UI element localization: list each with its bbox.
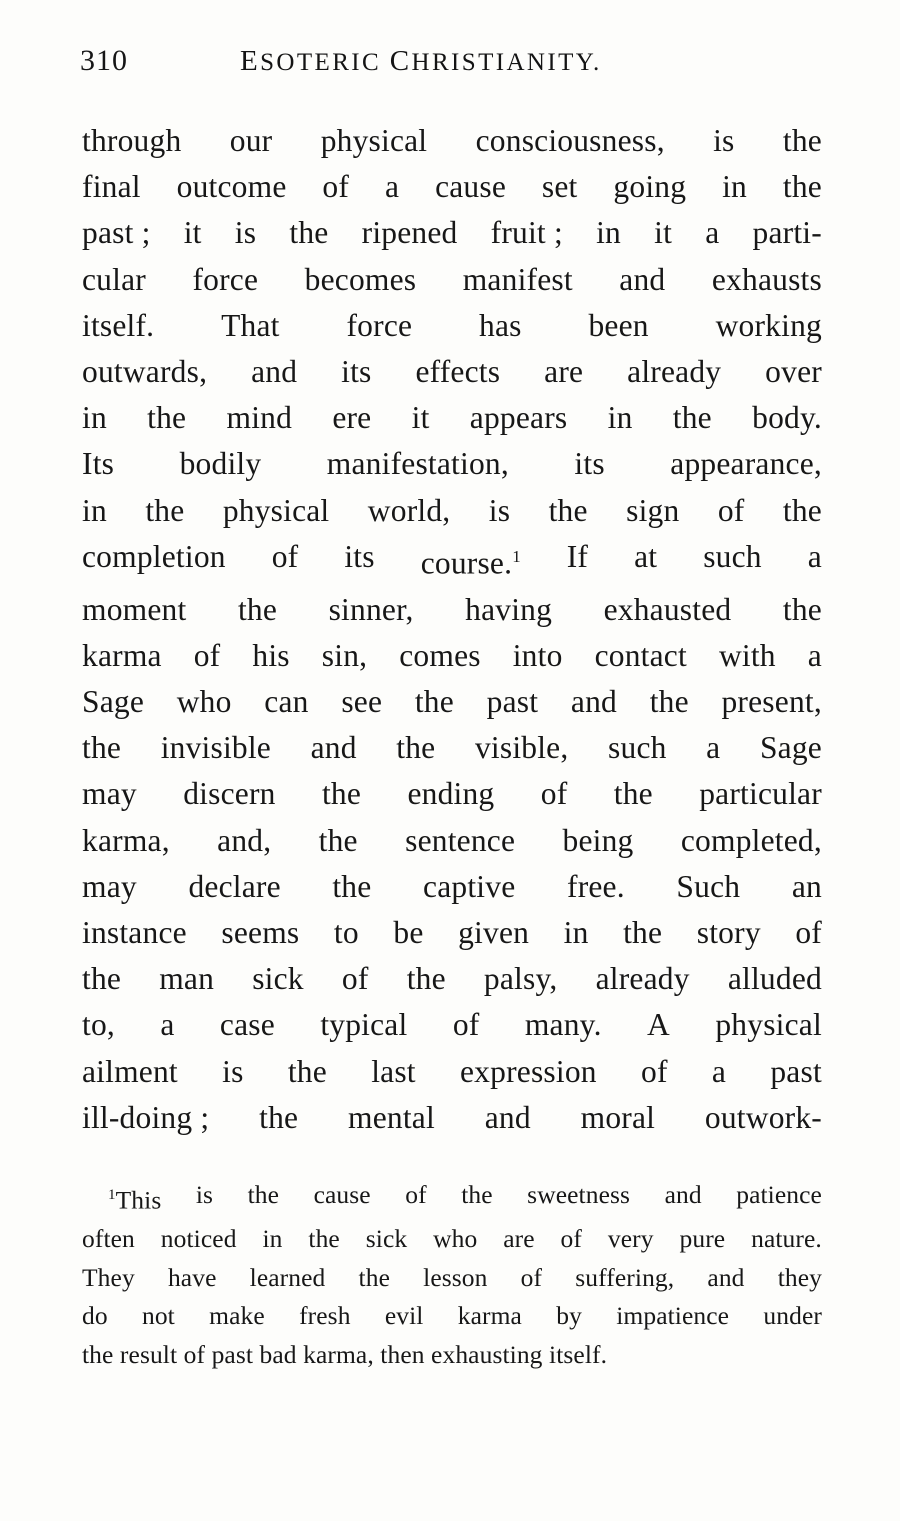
word: noticed xyxy=(160,1224,237,1254)
word: Its xyxy=(82,446,115,482)
body-line xyxy=(82,910,822,956)
word: world, xyxy=(367,492,451,528)
footnote-block xyxy=(82,1176,822,1374)
word: karma xyxy=(457,1301,522,1331)
word: patience xyxy=(736,1180,822,1209)
word: is xyxy=(713,123,735,158)
body-line xyxy=(82,257,822,303)
word: evil xyxy=(384,1301,424,1331)
word: and xyxy=(251,354,298,390)
word: under xyxy=(763,1301,822,1331)
word: ending xyxy=(407,776,495,812)
word: manifestation, xyxy=(326,446,509,482)
word: over xyxy=(765,354,822,390)
word: declare xyxy=(188,868,281,904)
word: ill-doing ; xyxy=(82,1099,210,1135)
word: the xyxy=(321,776,362,812)
word: sign xyxy=(626,492,680,528)
word: a xyxy=(705,215,720,251)
word: working xyxy=(715,307,822,343)
word: seems xyxy=(221,914,300,950)
word: sinner, xyxy=(328,591,414,627)
word: of xyxy=(322,169,350,205)
word: and xyxy=(707,1262,745,1292)
running-title-word1-cap: E xyxy=(240,45,261,77)
word: a xyxy=(711,1053,727,1089)
word: cause xyxy=(313,1180,371,1209)
body-line xyxy=(82,818,822,864)
body-line xyxy=(82,488,822,534)
word: fresh xyxy=(299,1301,351,1331)
footnote-line xyxy=(82,1220,822,1259)
body-line xyxy=(82,956,822,1002)
word: to, xyxy=(82,1007,115,1043)
word: a xyxy=(160,1007,175,1043)
word: the xyxy=(623,914,663,950)
word: Sage xyxy=(82,683,145,719)
word: exhausts xyxy=(711,261,822,297)
word: in xyxy=(82,400,107,436)
word: cular xyxy=(82,261,146,297)
word: have xyxy=(167,1262,217,1292)
word: the xyxy=(308,1224,340,1254)
word: physical xyxy=(320,123,428,158)
word: Such xyxy=(676,868,741,904)
word: appears xyxy=(469,400,568,436)
body-line xyxy=(82,1002,822,1048)
word: karma xyxy=(82,637,162,673)
word: past xyxy=(770,1053,822,1089)
footnote-line xyxy=(82,1297,822,1336)
word: bodily xyxy=(179,446,262,482)
word: parti- xyxy=(752,215,822,251)
word: in xyxy=(563,914,589,950)
word: If xyxy=(566,538,589,574)
word: completed, xyxy=(680,822,822,858)
word: the xyxy=(406,961,446,997)
word: it xyxy=(654,215,673,251)
word: make xyxy=(209,1301,265,1331)
word: the xyxy=(289,215,329,251)
word: are xyxy=(544,354,584,390)
word: the xyxy=(396,730,436,766)
word: and xyxy=(619,261,666,297)
word: sick xyxy=(252,961,304,997)
word: completion xyxy=(82,538,226,574)
word: consciousness, xyxy=(475,123,665,158)
word: ere xyxy=(332,400,372,436)
word: ailment xyxy=(82,1053,178,1089)
word: its xyxy=(341,354,372,390)
word: already xyxy=(627,354,722,390)
word: present, xyxy=(721,683,822,719)
word: the xyxy=(548,492,588,528)
word: mind xyxy=(226,400,293,436)
word: be xyxy=(393,914,424,950)
word: do xyxy=(82,1301,108,1331)
word: the xyxy=(358,1262,390,1292)
word: discern xyxy=(183,776,276,812)
word: such xyxy=(608,730,667,766)
word: its xyxy=(344,538,375,574)
word: the xyxy=(613,776,653,812)
word: often xyxy=(82,1224,135,1254)
body-line xyxy=(82,303,822,349)
word: man xyxy=(159,961,215,997)
word: who xyxy=(176,683,232,719)
word: its xyxy=(574,446,605,482)
word: in xyxy=(722,169,747,205)
word: is xyxy=(234,215,257,251)
word: case xyxy=(219,1007,275,1043)
word: the xyxy=(237,591,278,627)
word: the xyxy=(782,123,822,158)
word: captive xyxy=(423,868,516,904)
word: learned xyxy=(249,1262,326,1292)
word: it xyxy=(183,215,202,251)
word: and xyxy=(484,1099,531,1135)
word: in xyxy=(262,1224,283,1254)
word: set xyxy=(541,169,578,205)
word: particular xyxy=(699,776,822,812)
body-line xyxy=(82,679,822,725)
word: in xyxy=(596,215,621,251)
word: the xyxy=(259,1099,299,1135)
body-line xyxy=(82,725,822,771)
word: force xyxy=(346,307,413,343)
word: may xyxy=(82,776,137,812)
word: it xyxy=(411,400,430,436)
word: sick xyxy=(365,1224,408,1254)
word: of xyxy=(452,1007,480,1043)
word: the xyxy=(332,868,372,904)
word: at xyxy=(634,538,658,574)
body-line xyxy=(82,349,822,395)
word: and xyxy=(570,683,617,719)
word: of xyxy=(405,1180,427,1209)
body-line xyxy=(82,864,822,910)
word: such xyxy=(703,538,762,574)
body-line xyxy=(82,1049,822,1095)
word: alluded xyxy=(727,961,822,997)
word: effects xyxy=(415,354,501,390)
word: final xyxy=(82,169,141,205)
word: a xyxy=(807,538,822,574)
word: pure xyxy=(679,1224,726,1254)
body-line xyxy=(82,534,822,587)
word: force xyxy=(192,261,259,297)
word: the xyxy=(782,492,822,528)
running-title-word1-rest: SOTERIC xyxy=(260,49,382,76)
word: of xyxy=(520,1262,543,1292)
word: instance xyxy=(82,914,187,950)
word: sweetness xyxy=(527,1180,631,1209)
body-line xyxy=(82,771,822,817)
word: manifest xyxy=(462,261,573,297)
word: of xyxy=(717,492,745,528)
word: course.$^1$ xyxy=(420,545,521,581)
word: expression xyxy=(460,1053,597,1089)
body-line xyxy=(82,633,822,679)
word: cause xyxy=(435,169,507,205)
word: nature. xyxy=(751,1224,822,1254)
word: of xyxy=(271,538,299,574)
word: not xyxy=(141,1301,175,1331)
word: of xyxy=(193,637,221,673)
word: Sage xyxy=(759,730,822,766)
word: having xyxy=(465,591,553,627)
word: moral xyxy=(580,1099,656,1135)
word: may xyxy=(82,868,137,904)
word: been xyxy=(588,307,649,343)
word: physical xyxy=(222,492,330,528)
word: they xyxy=(777,1262,822,1292)
word: the xyxy=(782,169,822,205)
word: free. xyxy=(567,868,625,904)
footnote-line xyxy=(82,1176,822,1220)
footnote-line xyxy=(82,1336,822,1375)
body-line xyxy=(82,210,822,256)
word: mental xyxy=(348,1099,435,1135)
word: They xyxy=(82,1262,135,1292)
word: into xyxy=(512,637,563,673)
word: to xyxy=(333,914,359,950)
word: who xyxy=(433,1224,478,1254)
word: is xyxy=(488,492,511,528)
word: ripened xyxy=(361,215,458,251)
word: invisible xyxy=(160,730,271,766)
running-title-word2-cap: C xyxy=(389,45,412,77)
word: itself. xyxy=(82,307,155,343)
word: of xyxy=(560,1224,582,1254)
word: sentence xyxy=(405,822,516,858)
word: fruit ; xyxy=(490,215,563,251)
word: impatience xyxy=(616,1301,730,1331)
body-text xyxy=(82,118,822,1141)
word: physical xyxy=(715,1007,822,1043)
word: his xyxy=(252,637,290,673)
running-title xyxy=(230,45,820,78)
word: karma, xyxy=(82,822,170,858)
body-line xyxy=(82,164,822,210)
body-line xyxy=(82,1095,822,1141)
body-line xyxy=(82,441,822,487)
footnote-line xyxy=(82,1259,822,1298)
body-line xyxy=(82,395,822,441)
footnote-reference[interactable]: 1 xyxy=(512,546,521,566)
word: suffering, xyxy=(575,1262,675,1292)
word: outwards, xyxy=(82,354,208,390)
word: sin, xyxy=(321,637,368,673)
word: That xyxy=(221,307,280,343)
word: our xyxy=(229,123,273,158)
word: can xyxy=(264,683,309,719)
body-line xyxy=(82,118,822,164)
word: in xyxy=(82,492,107,528)
word: already xyxy=(595,961,690,997)
word: palsy, xyxy=(483,961,558,997)
running-title-word2-rest: HRISTIANITY. xyxy=(411,49,602,76)
word: with xyxy=(718,637,776,673)
word: is xyxy=(222,1053,244,1089)
word: lesson xyxy=(423,1262,488,1292)
word: is xyxy=(195,1180,214,1209)
word: and xyxy=(310,730,357,766)
word: of xyxy=(641,1053,668,1089)
word: the xyxy=(672,400,712,436)
word: the xyxy=(782,591,822,627)
word: the xyxy=(147,400,187,436)
word: appearance, xyxy=(670,446,822,482)
word: past xyxy=(486,683,539,719)
word: the xyxy=(145,492,185,528)
word: body. xyxy=(752,400,822,436)
word: going xyxy=(613,169,687,205)
word: exhausted xyxy=(603,591,732,627)
word: A xyxy=(647,1007,670,1043)
word: has xyxy=(479,307,522,343)
word: an xyxy=(791,868,822,904)
footnote-marker: $^1$This xyxy=(108,1185,162,1215)
word: becomes xyxy=(304,261,417,297)
word: comes xyxy=(399,637,481,673)
word: of xyxy=(795,914,822,950)
word: by xyxy=(556,1301,582,1331)
word: the xyxy=(318,822,358,858)
word: many. xyxy=(524,1007,602,1043)
word: typical xyxy=(320,1007,408,1043)
word: the xyxy=(649,683,689,719)
word: very xyxy=(607,1224,654,1254)
word: the result of past bad karma, then exhausting itself. xyxy=(82,1339,608,1369)
word: a xyxy=(706,730,721,766)
page-number: 310 xyxy=(80,44,128,77)
word: past ; xyxy=(82,215,151,251)
word: moment xyxy=(82,591,187,627)
word: outwork- xyxy=(704,1099,822,1135)
word: the xyxy=(461,1180,493,1209)
word: being xyxy=(562,822,634,858)
word: outcome xyxy=(176,169,287,205)
word: the xyxy=(414,683,454,719)
word: story xyxy=(696,914,761,950)
word: see xyxy=(341,683,383,719)
word: are xyxy=(503,1224,535,1254)
word: last xyxy=(371,1053,416,1089)
word: of xyxy=(341,961,369,997)
word: the xyxy=(247,1180,280,1209)
word: and xyxy=(664,1180,702,1209)
word: visible, xyxy=(474,730,569,766)
word: of xyxy=(540,776,568,812)
word: given xyxy=(458,914,530,950)
word: the xyxy=(82,730,122,766)
word: contact xyxy=(594,637,687,673)
running-head xyxy=(80,44,820,84)
word: a xyxy=(807,637,822,673)
word: the xyxy=(82,961,122,997)
word: through xyxy=(82,123,182,158)
word: and, xyxy=(217,822,272,858)
word: in xyxy=(607,400,633,436)
word: the xyxy=(287,1053,327,1089)
body-line xyxy=(82,587,822,633)
word: a xyxy=(384,169,400,205)
